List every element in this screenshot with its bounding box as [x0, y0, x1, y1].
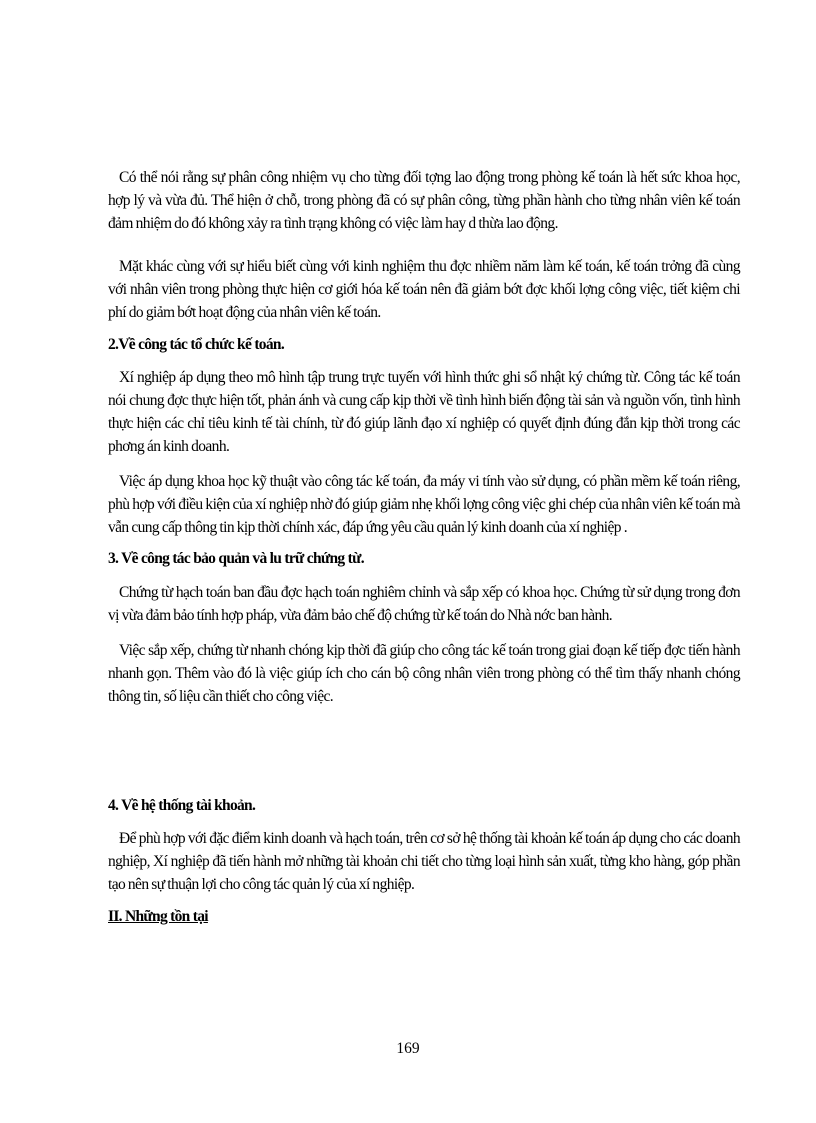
heading-section-4: 4. Về hệ thống tài khoản. [108, 797, 256, 814]
paragraph-arrangement: Việc sắp xếp, chứng từ nhanh chóng kịp thời đã giúp cho công tác kế toán trong giai đoạn kế tiếp đợc tiến hành nhanh gọn. Thêm vào đó là việc giúp ích cho cán bộ công nhân viên trong phòng có thể tìm thấy nhanh chóng thông tin, số liệu cần thiết cho công việc. [108, 642, 740, 705]
paragraph-accounting-model: Xí nghiệp áp dụng theo mô hình tập trung trực tuyến với hình thức ghi sổ nhật ký chứng từ. Công tác kế toán nói chung đợc thực hiện tốt, phản ánh và cung cấp kịp thời về tình hình biến động tài sản và nguồn vốn, tình hình thực hiện các chỉ tiêu kinh tế tài chính, từ đó giúp lãnh đạo xí nghiệp có quyết định đúng đắn kịp thời trong các phơng án kinh doanh. [108, 369, 740, 455]
paragraph-vouchers: Chứng từ hạch toán ban đầu đợc hạch toán nghiêm chỉnh và sắp xếp có khoa học. Chứng từ sử dụng trong đơn vị vừa đảm bảo tính hợp pháp, vừa đảm bảo chế độ chứng từ kế toán do Nhà nớc ban hành. [108, 584, 740, 624]
heading-section-2: 2.Về công tác tổ chức kế toán. [108, 336, 284, 353]
paragraph-technology: Việc áp dụng khoa học kỹ thuật vào công tác kế toán, đa máy vi tính vào sử dụng, có phần mềm kế toán riêng, phù hợp với điều kiện của xí nghiệp nhờ đó giúp giảm nhẹ khối lợng công việc ghi chép của nhân viên kế toán mà vẫn cung cấp thông tin kịp thời chính xác, đáp ứng yêu cầu quản lý kinh doanh của xí nghiệp . [108, 473, 740, 536]
heading-section-3: 3. Về công tác bảo quản và lu trữ chứng từ. [108, 550, 364, 567]
heading-existing-issues: II. Những tồn tại [108, 908, 208, 925]
paragraph-accounts-system: Để phù hợp với đặc điểm kinh doanh và hạch toán, trên cơ sở hệ thống tài khoản kế toán áp dụng cho các doanh nghiệp, Xí nghiệp đã tiến hành mở những tài khoản chi tiết cho từng loại hình sản xuất, từng kho hàng, góp phần tạo nên sự thuận lợi cho công tác quản lý của xí nghiệp. [108, 830, 740, 893]
paragraph-task-assignment: Có thể nói rằng sự phân công nhiệm vụ cho từng đối tợng lao động trong phòng kế toán là hết sức khoa học, hợp lý và vừa đủ. Thể hiện ở chỗ, trong phòng đã có sự phân công, từng phần hành cho từng nhân viên kế toán đảm nhiệm do đó không xảy ra tình trạng không có việc làm hay d thừa lao động. [108, 169, 740, 232]
page-number: 169 [396, 1040, 420, 1057]
paragraph-mechanization: Mặt khác cùng với sự hiểu biết cùng với kinh nghiệm thu đợc nhiềm năm làm kế toán, kế toán trởng đã cùng với nhân viên trong phòng thực hiện cơ giới hóa kế toán nên đã giảm bớt đợc khối lợng công việc, tiết kiệm chi phí do giảm bớt hoạt động của nhân viên kế toán. [108, 258, 740, 321]
